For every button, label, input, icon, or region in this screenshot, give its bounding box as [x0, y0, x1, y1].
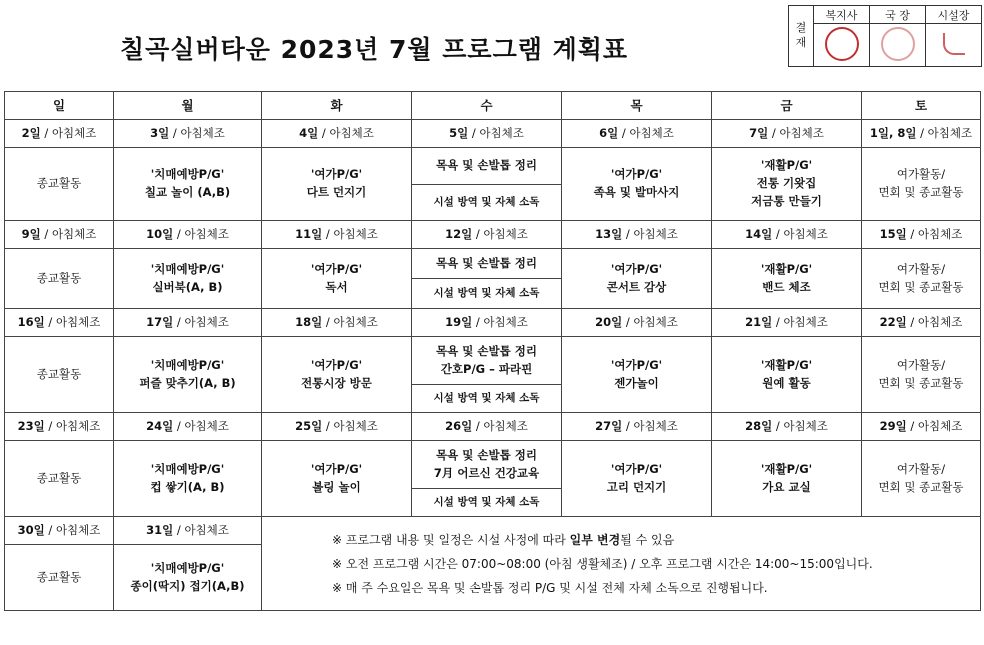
notes-block — [262, 517, 981, 611]
date-cell: 6일 / 아침체조 — [562, 120, 712, 148]
date-cell: 14일 / 아침체조 — [712, 221, 862, 249]
wednesday-disinfection: 시설 방역 및 자체 소독 — [412, 279, 562, 309]
date-cell: 11일 / 아침체조 — [262, 221, 412, 249]
signature-stamp — [870, 24, 926, 67]
monday-program: '치매예방P/G' 컵 쌓기(A, B) — [114, 441, 262, 517]
date-cell: 19일 / 아침체조 — [412, 309, 562, 337]
date-cell: 7일 / 아침체조 — [712, 120, 862, 148]
date-row — [5, 309, 981, 337]
approval-role: 국 장 — [870, 6, 926, 24]
date-cell: 26일 / 아침체조 — [412, 413, 562, 441]
date-cell: 30일 / 아침체조 — [5, 517, 114, 545]
monday-program: '치매예방P/G' 퍼즐 맞추기(A, B) — [114, 337, 262, 413]
date-cell: 1일, 8일 / 아침체조 — [862, 120, 981, 148]
date-cell: 4일 / 아침체조 — [262, 120, 412, 148]
date-cell: 29일 / 아침체조 — [862, 413, 981, 441]
date-cell: 25일 / 아침체조 — [262, 413, 412, 441]
date-cell: 20일 / 아침체조 — [562, 309, 712, 337]
sunday-activity: 종교활동 — [5, 337, 114, 413]
sunday-activity: 종교활동 — [5, 441, 114, 517]
date-cell: 23일 / 아침체조 — [5, 413, 114, 441]
weekday-header: 수 — [412, 92, 562, 120]
date-cell: 10일 / 아침체조 — [114, 221, 262, 249]
date-cell: 17일 / 아침체조 — [114, 309, 262, 337]
weekday-header-row — [5, 92, 981, 120]
friday-program: '재활P/G' 가요 교실 — [712, 441, 862, 517]
date-row — [5, 413, 981, 441]
date-cell: 3일 / 아침체조 — [114, 120, 262, 148]
date-row — [5, 221, 981, 249]
saturday-activity: 여가활동/ 면회 및 종교활동 — [862, 337, 981, 413]
signature-icon — [943, 33, 965, 55]
date-row — [5, 517, 981, 545]
approval-role: 복지사 — [814, 6, 870, 24]
date-cell: 12일 / 아침체조 — [412, 221, 562, 249]
friday-program: '재활P/G' 원예 활동 — [712, 337, 862, 413]
weekday-header: 일 — [5, 92, 114, 120]
date-row — [5, 120, 981, 148]
wednesday-program: 목욕 및 손발톱 정리 간호P/G – 파라핀 — [412, 337, 562, 385]
approval-side-char: 재 — [795, 36, 807, 49]
date-cell: 24일 / 아침체조 — [114, 413, 262, 441]
date-cell: 13일 / 아침체조 — [562, 221, 712, 249]
date-cell: 22일 / 아침체조 — [862, 309, 981, 337]
friday-program: '재활P/G' 밴드 체조 — [712, 249, 862, 309]
wednesday-disinfection: 시설 방역 및 자체 소독 — [412, 185, 562, 221]
saturday-activity: 여가활동/ 면회 및 종교활동 — [862, 441, 981, 517]
date-cell: 5일 / 아침체조 — [412, 120, 562, 148]
date-cell: 28일 / 아침체조 — [712, 413, 862, 441]
date-cell: 27일 / 아침체조 — [562, 413, 712, 441]
tuesday-program: '여가P/G' 볼링 놀이 — [262, 441, 412, 517]
note-line: ※ 프로그램 내용 및 일정은 시설 사정에 따라 일부 변경될 수 있음 — [332, 532, 675, 547]
approval-side-label — [789, 6, 814, 67]
signature-stamp — [926, 24, 982, 67]
date-cell: 21일 / 아침체조 — [712, 309, 862, 337]
saturday-activity: 여가활동/ 면회 및 종교활동 — [862, 249, 981, 309]
date-cell: 15일 / 아침체조 — [862, 221, 981, 249]
sunday-activity: 종교활동 — [5, 249, 114, 309]
wednesday-program: 목욕 및 손발톱 정리 — [412, 249, 562, 279]
date-cell: 31일 / 아침체조 — [114, 517, 262, 545]
friday-program: '재활P/G' 전통 기왓집 저금통 만들기 — [712, 148, 862, 221]
monday-program: '치매예방P/G' 종이(딱지) 접기(A,B) — [114, 545, 262, 611]
note-line: ※ 매 주 수요일은 목욕 및 손발톱 정리 P/G 및 시설 전체 자체 소독으로 진행됩니다. — [332, 580, 768, 595]
page-title: 칠곡실버타운 2023년 7월 프로그램 계획표 — [120, 35, 629, 64]
monday-program: '치매예방P/G' 실버북(A, B) — [114, 249, 262, 309]
sunday-activity: 종교활동 — [5, 545, 114, 611]
weekday-header: 토 — [862, 92, 981, 120]
tuesday-program: '여가P/G' 전통시장 방문 — [262, 337, 412, 413]
tuesday-program: '여가P/G' 다트 던지기 — [262, 148, 412, 221]
date-cell: 16일 / 아침체조 — [5, 309, 114, 337]
monday-program: '치매예방P/G' 칠교 놀이 (A,B) — [114, 148, 262, 221]
weekday-header: 금 — [712, 92, 862, 120]
date-cell: 2일 / 아침체조 — [5, 120, 114, 148]
wednesday-program: 목욕 및 손발톱 정리 7月 어르신 건강교육 — [412, 441, 562, 489]
thursday-program: '여가P/G' 족욕 및 발마사지 — [562, 148, 712, 221]
approval-side-char: 결 — [795, 21, 807, 35]
thursday-program: '여가P/G' 고리 던지기 — [562, 441, 712, 517]
weekday-header: 목 — [562, 92, 712, 120]
sunday-activity: 종교활동 — [5, 148, 114, 221]
wednesday-program: 목욕 및 손발톱 정리 — [412, 148, 562, 185]
thursday-program: '여가P/G' 젠가놀이 — [562, 337, 712, 413]
stamp-icon — [881, 27, 915, 61]
date-cell: 9일 / 아침체조 — [5, 221, 114, 249]
program-calendar — [4, 91, 981, 611]
note-line: ※ 오전 프로그램 시간은 07:00~08:00 (아침 생활체조) / 오후 프로그램 시간은 14:00~15:00입니다. — [332, 556, 873, 571]
weekday-header: 화 — [262, 92, 412, 120]
thursday-program: '여가P/G' 콘서트 감상 — [562, 249, 712, 309]
saturday-activity: 여가활동/ 면회 및 종교활동 — [862, 148, 981, 221]
date-cell: 18일 / 아침체조 — [262, 309, 412, 337]
wednesday-disinfection: 시설 방역 및 자체 소독 — [412, 489, 562, 517]
approval-role: 시설장 — [926, 6, 982, 24]
signature-stamp — [814, 24, 870, 67]
stamp-icon — [825, 27, 859, 61]
wednesday-disinfection: 시설 방역 및 자체 소독 — [412, 385, 562, 413]
tuesday-program: '여가P/G' 독서 — [262, 249, 412, 309]
weekday-header: 월 — [114, 92, 262, 120]
approval-box — [788, 5, 982, 67]
